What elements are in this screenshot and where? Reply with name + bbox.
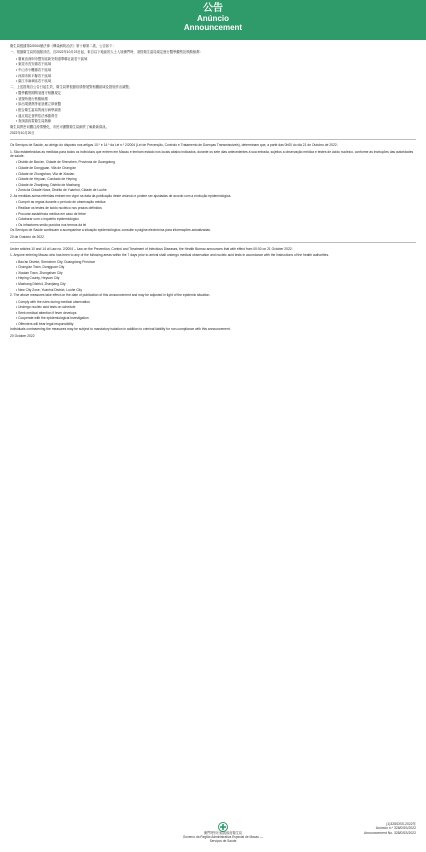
en-area: • Heping County, Heyuan City: [10, 276, 416, 280]
cn-para2: 二、上述措施自公告日起生效，衛生局將根據疫情發展對相關區域及措施作出調整。: [10, 84, 132, 89]
en-area: • Chang'an Town, Dongguan City: [10, 265, 416, 269]
cn-area: • 中山市小欖鎮若干區域: [10, 68, 416, 72]
pt-area: • Cidade de Zhongshan, Vila de Xiaolan: [10, 172, 416, 176]
ref-portuguese: Anúncio n.º 328/DSS/2022: [375, 826, 416, 831]
cn-item: • 配合衛生當局的流行病學調查: [10, 108, 416, 112]
title-portuguese: Anúncio: [197, 14, 229, 23]
en-area: • Bao'an District, Shenzhen City, Guangdong Province: [10, 260, 416, 264]
pt-item: • Cumprir as regras durante o período de observação médica: [10, 200, 416, 204]
cn-area: • 河源市和平縣若干區域: [10, 74, 416, 78]
en-para1: 1. Anyone entering Macao who has been to any of the following areas within the 7 days prior to arrival shall undergo medical observation and nucleic acid tests in accordance with the instructions of the health authorities.: [10, 253, 330, 258]
bureau-name: 澳門特別行政區政府衛生局: [203, 831, 243, 835]
pt-area: • Cidade de Zhanjiang, Distrito de Mazhang: [10, 183, 416, 187]
en-item: • Offenders will bear legal responsibility: [10, 322, 416, 326]
pt-area: • Cidade de Dongguan, Vila de Chang'an: [10, 166, 416, 170]
health-bureau-logo: [180, 822, 266, 843]
cn-date: 2022年10月20日: [10, 131, 35, 136]
reference-numbers: [364, 822, 416, 835]
en-para2: 2. The above measures take effect on the date of publication of this announcement and may be adjusted in light of the epidemic situation.: [10, 293, 211, 298]
en-area: • New City Zone, Yuanhui District, Luohe City: [10, 288, 416, 292]
ref-chinese: (1)328/DSS-2022年: [386, 822, 416, 826]
en-item: • Seek medical attention if fever develops: [10, 311, 416, 315]
pt-item: • Procurar assistência médica em caso de febre: [10, 212, 416, 216]
cn-item: • 醫學觀察期間須遵守相關規定: [10, 91, 416, 95]
title-chinese: 公告: [203, 3, 223, 14]
ref-english: Announcement No. 328/DSS/2022: [363, 830, 416, 835]
pt-intro: Os Serviços de Saúde, ao abrigo do disposto nos artigos 10.º e 14.º da Lei n.º 2/2004 (Lei de Prevenção, Controlo e Tratamento de Doenças Transmissíveis), determinam que, a partir das 0h00 do dia 21 de Outubro de 2022:: [10, 143, 338, 148]
en-area: • Xiaolan Town, Zhongshan City: [10, 271, 416, 275]
chinese-section: [10, 44, 416, 136]
section-divider: [10, 242, 416, 243]
cn-area: • 湛江市麻章區若干區域: [10, 79, 416, 83]
pt-para2: 2. As medidas acima referidas entram em vigor na data da publicação deste anúncio e podem ser ajustadas de acordo com a evolução epidemiológica.: [10, 193, 232, 198]
portuguese-section: [10, 143, 416, 239]
en-date: 20 October 2022: [10, 333, 35, 338]
cn-area: • 東莞市長安鎮若干區域: [10, 62, 416, 66]
pt-area: • Distrito de Bao'an, Cidade de Shenzhen, Província de Guangdong: [10, 160, 416, 164]
pt-date: 20 de Outubro de 2022: [10, 234, 44, 239]
title-english: Announcement: [183, 23, 243, 32]
cn-intro: 衛生局根據第2/2004號法律《傳染病防治法》第十條第二款，公告如下：: [10, 44, 116, 48]
bureau-name-pt: Governo da Região Administrativa Especial de Macau — Serviços de Saúde: [182, 834, 264, 843]
pt-closing: Os Serviços de Saúde continuam a acompanhar a situação epidemiológica; consulte a página electrónica para informações actualizadas.: [10, 228, 211, 233]
en-area: • Mazhang District, Zhanjiang City: [10, 282, 416, 286]
section-divider: [10, 139, 416, 140]
pt-area: • Zona da Cidade Nova, Distrito de Yuanhui, Cidade de Luohe: [10, 188, 416, 192]
en-closing: Individuals contravening the measures may be subject to mandatory isolation in addition to criminal liability for non-compliance with this announcement.: [10, 327, 231, 332]
pt-para1: 1. São estabelecidas as medidas para todos os indivíduos que entrem em Macau e tenham estado nos locais abaixo indicados, durante os sete dias antecedentes à sua entrada, sujeitos a observação médica e testes de ácido nucleico, conforme as instruções das autoridades de saúde.: [10, 149, 414, 158]
en-intro: Under articles 10 and 14 of Law no. 2/2004 – Law on the Prevention, Control and Treatment of Infectious Diseases, the Health Bureau announces that with effect from 00:00 on 21 October 2022:: [10, 246, 293, 251]
en-item: • Cooperate with the epidemiological investigation: [10, 316, 416, 320]
announcement-footer: [10, 822, 416, 844]
cn-closing: 衛生局將密切關注疫情變化，市民可瀏覽衛生局網頁了解最新資訊。: [10, 124, 109, 129]
announcement-body: [0, 40, 426, 338]
pt-item: • Os infractores serão punidos nos termos da lei: [10, 223, 416, 227]
cn-item: • 如出現發熱等症狀應立即就醫: [10, 102, 416, 106]
announcement-header: [0, 0, 426, 40]
cn-para1: 一、根據衛生局的風險評估，自2022年10月23日起，來自以下地區的人士入境澳門時，須按衛生當局規定進行醫學觀察及核酸檢測：: [10, 50, 203, 55]
cn-area: • 廣東省深圳市寶安區新安街道華聯社區若干區域: [10, 57, 416, 61]
cn-item: • 違反規定者將依法承擔責任: [10, 114, 416, 118]
cn-item: • 須按時進行核酸檢測: [10, 97, 416, 101]
en-item: • Comply with the rules during medical observation: [10, 300, 416, 304]
en-item: • Undergo nucleic acid tests on schedule: [10, 305, 416, 309]
cn-item: • 查詢請致電衛生局熱線: [10, 119, 416, 123]
english-section: [10, 247, 416, 339]
pt-area: • Cidade de Heyuan, Condado de Heping: [10, 177, 416, 181]
pt-item: • Colaborar com o inquérito epidemiológico: [10, 217, 416, 221]
pt-item: • Realizar os testes de ácido nucleico nos prazos definidos: [10, 206, 416, 210]
